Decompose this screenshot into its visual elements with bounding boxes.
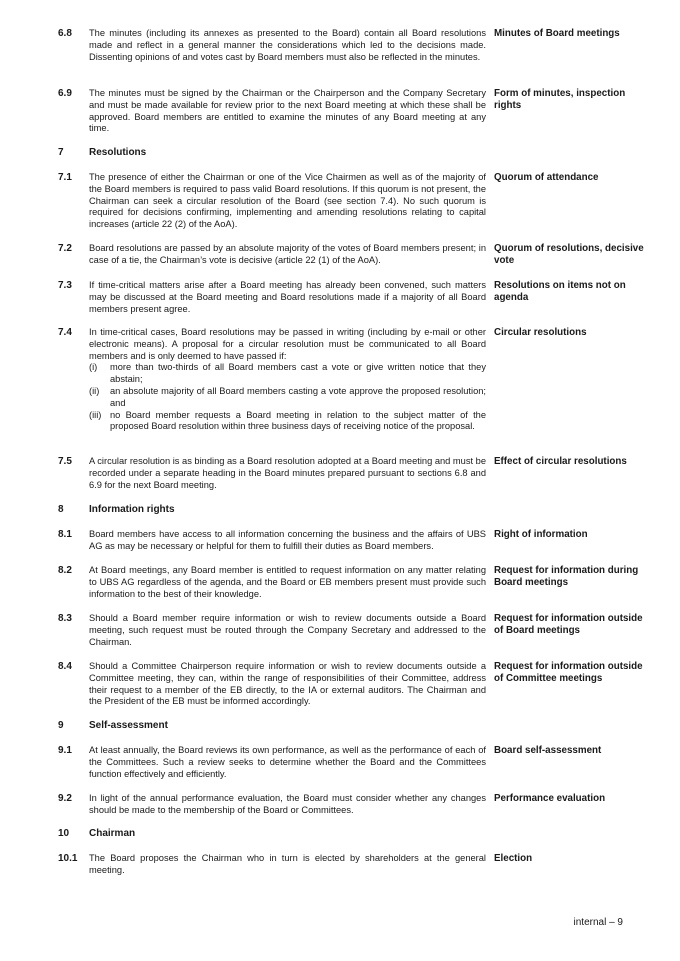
section-number: 6.9 bbox=[58, 88, 72, 99]
section-body bbox=[89, 745, 486, 780]
condition-list bbox=[89, 362, 486, 433]
list-item bbox=[89, 362, 486, 386]
section-body bbox=[89, 529, 486, 553]
section-body bbox=[89, 793, 486, 817]
section-body bbox=[89, 28, 486, 63]
section-number: 7.5 bbox=[58, 456, 72, 467]
section-body bbox=[89, 853, 486, 877]
section-body bbox=[89, 661, 486, 708]
section-text: Board resolutions are passed by an absolute majority of the votes of Board members present; in case of a tie, the Chairman’s vote is decisive (article 22 (1) of the AoA). bbox=[89, 243, 486, 265]
margin-heading: Quorum of resolutions, decisive vote bbox=[494, 243, 644, 266]
list-marker: (i) bbox=[89, 362, 98, 373]
section-number: 8.4 bbox=[58, 661, 72, 672]
section-body bbox=[89, 565, 486, 600]
section-heading: Information rights bbox=[89, 504, 175, 515]
margin-heading: Request for information outside of Committee meetings bbox=[494, 661, 643, 684]
section-heading: Chairman bbox=[89, 828, 136, 839]
section-number: 8 bbox=[58, 504, 64, 515]
section-number: 9 bbox=[58, 720, 64, 731]
section-text: If time-critical matters arise after a Board meeting has already been convened, such matters may be discussed at the Board meeting and Board resolutions made if a majority of all Board members present agree. bbox=[89, 280, 486, 314]
list-marker: (ii) bbox=[89, 385, 100, 396]
margin-heading: Board self-assessment bbox=[494, 745, 602, 756]
section-number: 9.2 bbox=[58, 793, 72, 804]
list-item bbox=[89, 410, 486, 434]
section-number: 7.3 bbox=[58, 280, 72, 291]
section-heading: Resolutions bbox=[89, 147, 147, 158]
list-item-text: more than two-thirds of all Board members cast a vote or give written notice that they abstain; bbox=[110, 362, 486, 385]
margin-heading: Quorum of attendance bbox=[494, 172, 599, 183]
section-number: 8.2 bbox=[58, 565, 72, 576]
section-text: The minutes must be signed by the Chairman or the Chairperson and the Company Secretary and must be made available for review prior to the next Board meeting at which these shall be approved. Board members are entitled to examine the minutes of any Board meeting at any time. bbox=[89, 88, 486, 134]
page-footer: internal – 9 bbox=[573, 917, 623, 928]
section-text: The Board proposes the Chairman who in turn is elected by shareholders at the general meeting. bbox=[89, 853, 486, 875]
section-text: The minutes (including its annexes as presented to the Board) contain all Board resolutions made and reflect in a general manner the considerations which led to the decisions made. Dissenting opinions of and votes cast by Board members must also be reflected in the minutes. bbox=[89, 28, 486, 62]
section-text: In light of the annual performance evaluation, the Board must consider whether any changes should be made to the membership of the Board or Committees. bbox=[89, 793, 486, 815]
section-number: 8.3 bbox=[58, 613, 72, 624]
section-text: Board members have access to all information concerning the business and the affairs of UBS AG as may be necessary or helpful for them to fulfill their duties as Board members. bbox=[89, 529, 486, 551]
section-text: Should a Committee Chairperson require information or wish to review documents outside a Committee meeting, they can, within the range of responsibilities of their Committee, address their request to a member of the EB directly, to the IA or external auditors. The Chairman and the President of the EB must be informed accordingly. bbox=[89, 661, 486, 707]
section-body bbox=[89, 243, 486, 267]
section-body bbox=[89, 88, 486, 135]
list-marker: (iii) bbox=[89, 409, 102, 420]
margin-heading: Performance evaluation bbox=[494, 793, 606, 804]
section-number: 8.1 bbox=[58, 529, 72, 540]
section-text: Should a Board member require information or wish to review documents outside a Board meeting, such request must be routed through the Company Secretary and addressed to the Chairman. bbox=[89, 613, 486, 647]
margin-heading: Right of information bbox=[494, 529, 588, 540]
section-text: At least annually, the Board reviews its own performance, as well as the performance of each of the Committees. Such a review seeks to determine whether the Board and the Committees function effectively and efficiently. bbox=[89, 745, 486, 779]
section-body bbox=[89, 327, 486, 433]
section-text: At Board meetings, any Board member is entitled to request information on any matter relating to UBS AG regardless of the agenda, and the Board or EB members present must provide such information to the best of their knowledge. bbox=[89, 565, 486, 599]
section-number: 10 bbox=[58, 828, 70, 839]
list-item bbox=[89, 386, 486, 410]
list-item-text: an absolute majority of all Board members casting a vote approve the proposed resolution; and bbox=[110, 385, 486, 408]
margin-heading: Circular resolutions bbox=[494, 327, 587, 338]
section-body bbox=[89, 613, 486, 648]
section-text: A circular resolution is as binding as a Board resolution adopted at a Board meeting and must be recorded under a separate heading in the Board minutes prepared pursuant to sections 6.8 and 6.9 for the next Board meeting. bbox=[89, 456, 486, 490]
section-number: 10.1 bbox=[58, 853, 78, 864]
margin-heading: Effect of circular resolutions bbox=[494, 456, 627, 467]
section-body bbox=[89, 456, 486, 491]
section-text: The presence of either the Chairman or one of the Vice Chairmen as well as of the majority of the Board members is required to pass valid Board resolutions. If this quorum is not present, the Chairman can seek a circular resolution of the Board (see section 7.4). No such quorum is required for decisions confirming, implementing and amending resolutions relating to capital increases (article 22 (2) of the AoA). bbox=[89, 172, 486, 230]
section-number: 6.8 bbox=[58, 28, 72, 39]
section-body bbox=[89, 172, 486, 231]
margin-heading: Request for information outside of Board meetings bbox=[494, 613, 643, 636]
margin-heading: Minutes of Board meetings bbox=[494, 28, 620, 39]
section-number: 7.1 bbox=[58, 172, 72, 183]
section-number: 7.4 bbox=[58, 327, 72, 338]
margin-heading: Election bbox=[494, 853, 533, 864]
margin-heading: Request for information during Board meetings bbox=[494, 565, 639, 588]
margin-heading: Form of minutes, inspection rights bbox=[494, 88, 626, 111]
section-number: 7.2 bbox=[58, 243, 72, 254]
section-heading: Self-assessment bbox=[89, 720, 168, 731]
section-body bbox=[89, 280, 486, 315]
section-number: 9.1 bbox=[58, 745, 72, 756]
section-number: 7 bbox=[58, 147, 64, 158]
list-item-text: no Board member requests a Board meeting in relation to the subject matter of the proposed Board resolution within three business days of receiving notice of the proposal. bbox=[110, 409, 486, 432]
section-text: In time-critical cases, Board resolutions may be passed in writing (including by e-mail or other electronic means). A proposal for a circular resolution must be communicated to all Board members and is only deemed to have passed if: bbox=[89, 327, 486, 361]
margin-heading: Resolutions on items not on agenda bbox=[494, 280, 626, 303]
